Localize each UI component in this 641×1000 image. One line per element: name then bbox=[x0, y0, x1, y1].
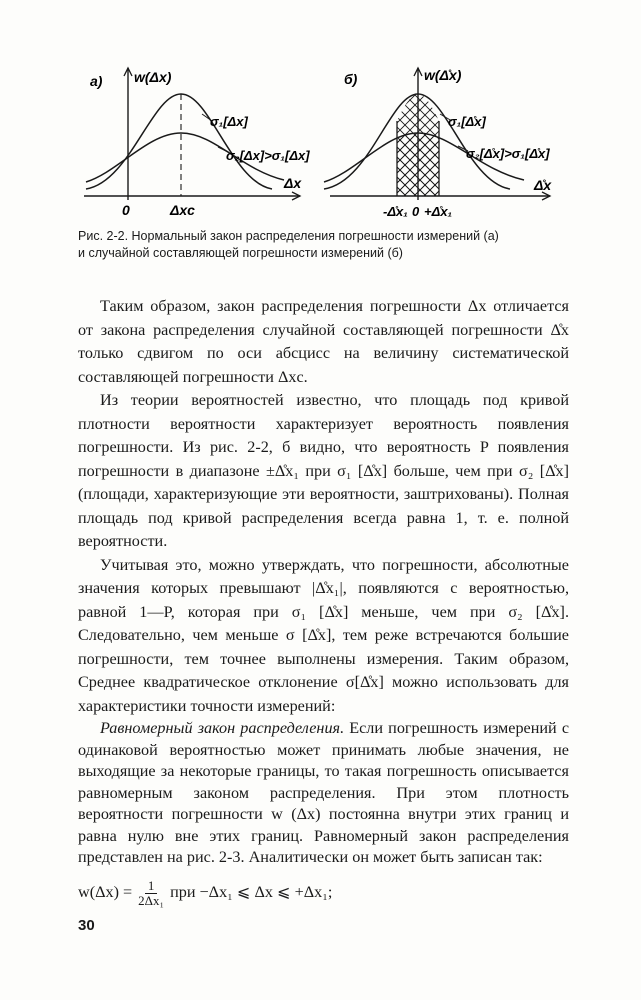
figure-2-2 bbox=[0, 0, 641, 240]
body-text bbox=[78, 295, 569, 908]
paragraph-3: Учитывая это, можно утверждать, что погрешности, абсолютные значения которых превышают |Δ̊x₁|, появляются с вероятностью, равной 1—P, которая при σ₁ [Δ̊x] меньше, чем при σ₂ [Δ̊x]. Следовательно, чем меньше σ [Δ̊x], тем реже встречаются большие погрешности, тем точнее выполнены измерения. Таким образом, Среднее квадратическое отклонение σ[Δ̊x] можно использовать для характеристики точности измерений: bbox=[78, 555, 569, 715]
formula-numerator: 1 bbox=[145, 879, 158, 894]
uniform-law-title: Равномерный закон распределения. bbox=[100, 719, 345, 737]
panel-b-curve1-label: σ₁[Δ̊x] bbox=[448, 114, 486, 129]
formula-rhs: при −Δx₁ ⩽ Δx ⩽ +Δx₁; bbox=[170, 883, 333, 902]
page-number: 30 bbox=[78, 917, 95, 934]
caption-line-1: Рис. 2-2. Нормальный закон распределения погрешности измерений (а) bbox=[78, 229, 499, 243]
uniform-formula bbox=[78, 879, 569, 908]
panel-b-right-tick-label: +Δ̊x₁ bbox=[424, 204, 453, 219]
paragraph-1: Таким образом, закон распределения погрешности Δx отличается от закона распределения случайной составляющей погрешности Δ̊x только сдвигом по оси абсцисс на величину систематической составляющей погрешности Δxc. bbox=[78, 297, 569, 386]
panel-b-left-tick-label: -Δ̊x₁ bbox=[383, 204, 408, 219]
formula-lhs: w(Δx) = bbox=[78, 883, 133, 902]
paragraph-2: Из теории вероятностей известно, что площадь под кривой плотности вероятности характеризует вероятность появления погрешности. Из рис. 2-2, б видно, что вероятность P появления погрешности в диапазоне ±Δ̊x₁ при σ₁ [Δ̊x] больше, чем при σ₂ [Δ̊x] (площади, характеризующие эти вероятности, заштрихованы). Полная площадь под кривой распределения всегда равна 1, т. е. полной вероятности. bbox=[78, 391, 569, 550]
panel-b-chart bbox=[324, 67, 552, 219]
panel-a-curve1-label: σ₁[Δx] bbox=[210, 114, 248, 129]
panel-b-x-label: Δ̊x bbox=[534, 177, 552, 193]
formula-fraction bbox=[135, 879, 167, 908]
panel-a-curve-sigma1 bbox=[86, 94, 272, 189]
panel-a-origin-label: 0 bbox=[122, 202, 130, 218]
panel-a-chart bbox=[84, 68, 310, 218]
uniform-law-body: Если погрешность измерений с одинаковой вероятностью может принимать любые значения, не выходящие за некоторые границы, то такая погрешность описывается равномерным законом распределения. При этом плотность вероятности погрешности w (Δx) постоянна внутри этих границ и равна нулю вне этих границ. Равномерный закон распределения представлен на рис. 2-3. Аналитически он может быть записан так: bbox=[78, 719, 569, 866]
formula-denominator: 2Δx₁ bbox=[138, 892, 165, 908]
paragraph-uniform bbox=[78, 718, 569, 869]
panel-b-y-label: w(Δ̊x) bbox=[424, 67, 462, 83]
panel-a-curve2-label: σ₂[Δx]>σ₁[Δx] bbox=[226, 148, 310, 163]
panel-b-origin-label: 0 bbox=[412, 204, 420, 219]
panel-b-curve2-label: σ₂[Δ̊x]>σ₁[Δ̊x] bbox=[466, 146, 550, 161]
panel-b-label: б) bbox=[344, 71, 358, 87]
caption-line-2: и случайной составляющей погрешности измерений (б) bbox=[78, 246, 403, 260]
figure-caption bbox=[78, 228, 568, 262]
panel-a-y-label: w(Δx) bbox=[134, 69, 172, 85]
figure-2-2-graphics bbox=[0, 0, 641, 240]
panel-a-label: a) bbox=[90, 73, 103, 89]
panel-a-center-label: Δxc bbox=[170, 202, 195, 218]
panel-a-x-label: Δx bbox=[284, 175, 302, 191]
